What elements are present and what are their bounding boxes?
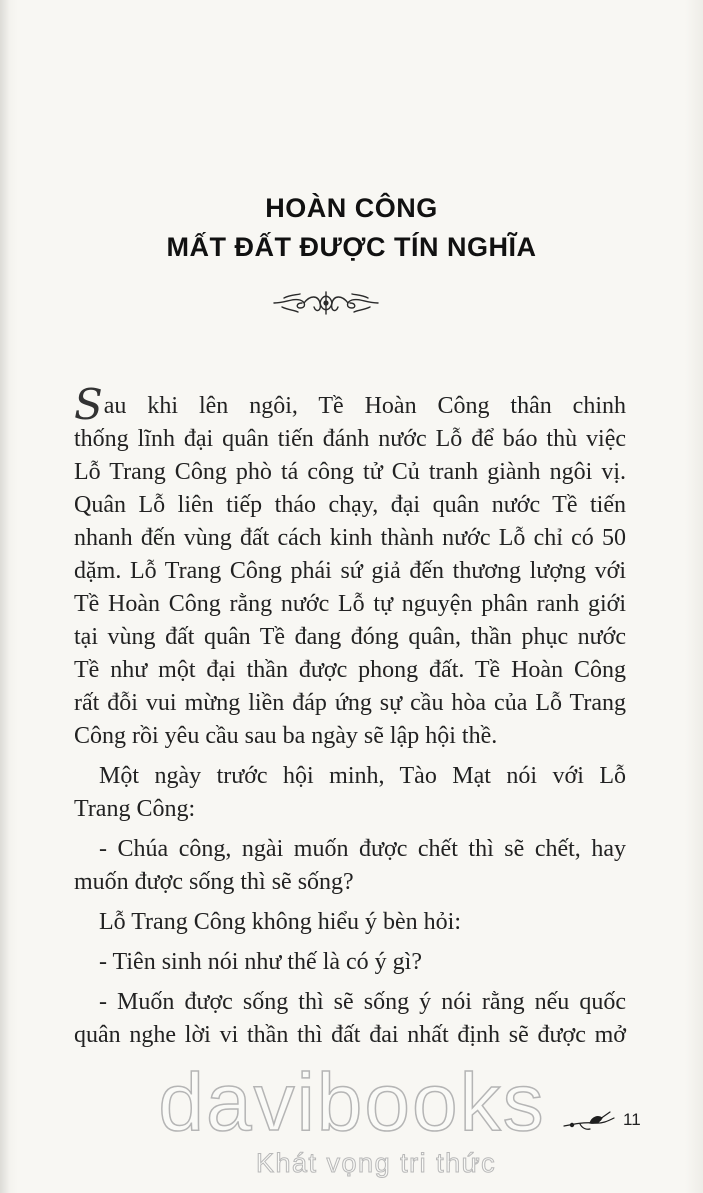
- title-ornament-icon: [270, 286, 382, 320]
- text-line: - Tiên sinh nói như thế là có ý gì?: [99, 949, 422, 975]
- paragraph-5: [74, 946, 626, 979]
- text-line: Lỗ Trang Công phò tá công tử Củ tranh giành ngôi vị.: [74, 459, 626, 485]
- text-line: - Muốn được sống thì sẽ sống ý nói rằng nếu quốc: [99, 989, 626, 1015]
- paragraph-2: [74, 760, 626, 826]
- text-line: quân nghe lời vi thần thì đất đai nhất định sẽ được mở: [74, 1022, 626, 1048]
- text-line-content: au khi lên ngôi, Tề Hoàn Công thân chinh: [103, 393, 626, 419]
- text-line: dặm. Lỗ Trang Công phái sứ giả đến thương lượng với: [74, 558, 626, 584]
- paragraph-1: [74, 380, 626, 753]
- text-line: muốn được sống thì sẽ sống?: [74, 869, 354, 895]
- page-number: 11: [623, 1110, 641, 1129]
- text-line: Lỗ Trang Công không hiểu ý bèn hỏi:: [99, 909, 462, 935]
- paragraph-4: [74, 906, 626, 939]
- footer-ornament-icon: [560, 1108, 620, 1134]
- watermark-tagline: Khát vọng tri thức: [256, 1148, 497, 1178]
- watermark-brand: davibooks: [158, 1057, 546, 1148]
- text-line: [74, 380, 626, 429]
- chapter-body: [74, 380, 626, 1052]
- drop-cap: S: [74, 380, 103, 429]
- paragraph-6: [74, 986, 626, 1052]
- text-line: Công rồi yêu cầu sau ba ngày sẽ lập hội thề.: [74, 723, 498, 749]
- text-line: Tề như một đại thần được phong đất. Tề Hoàn Công: [74, 657, 626, 683]
- text-line: thống lĩnh đại quân tiến đánh nước Lỗ để báo thù việc: [74, 426, 626, 452]
- text-line: - Chúa công, ngài muốn được chết thì sẽ chết, hay: [99, 836, 626, 862]
- chapter-title-line1: HOÀN CÔNG: [265, 193, 438, 223]
- chapter-title-line2: MẤT ĐẤT ĐƯỢC TÍN NGHĨA: [166, 232, 537, 262]
- text-line: Quân Lỗ liên tiếp tháo chạy, đại quân nước Tề tiến: [74, 492, 626, 518]
- paragraph-3: [74, 833, 626, 899]
- text-line: rất đỗi vui mừng liền đáp ứng sự cầu hòa của Lỗ Trang: [74, 690, 626, 716]
- text-line: nhanh đến vùng đất cách kinh thành nước Lỗ chỉ có 50: [74, 525, 626, 551]
- text-line: Trang Công:: [74, 796, 196, 822]
- text-line: Tề Hoàn Công rằng nước Lỗ tự nguyện phân ranh giới: [74, 591, 626, 617]
- text-line: Một ngày trước hội minh, Tào Mạt nói với Lỗ: [99, 763, 626, 789]
- spine-shadow: [0, 0, 10, 1193]
- text-line: tại vùng đất quân Tề đang đóng quân, thần phục nước: [74, 624, 626, 650]
